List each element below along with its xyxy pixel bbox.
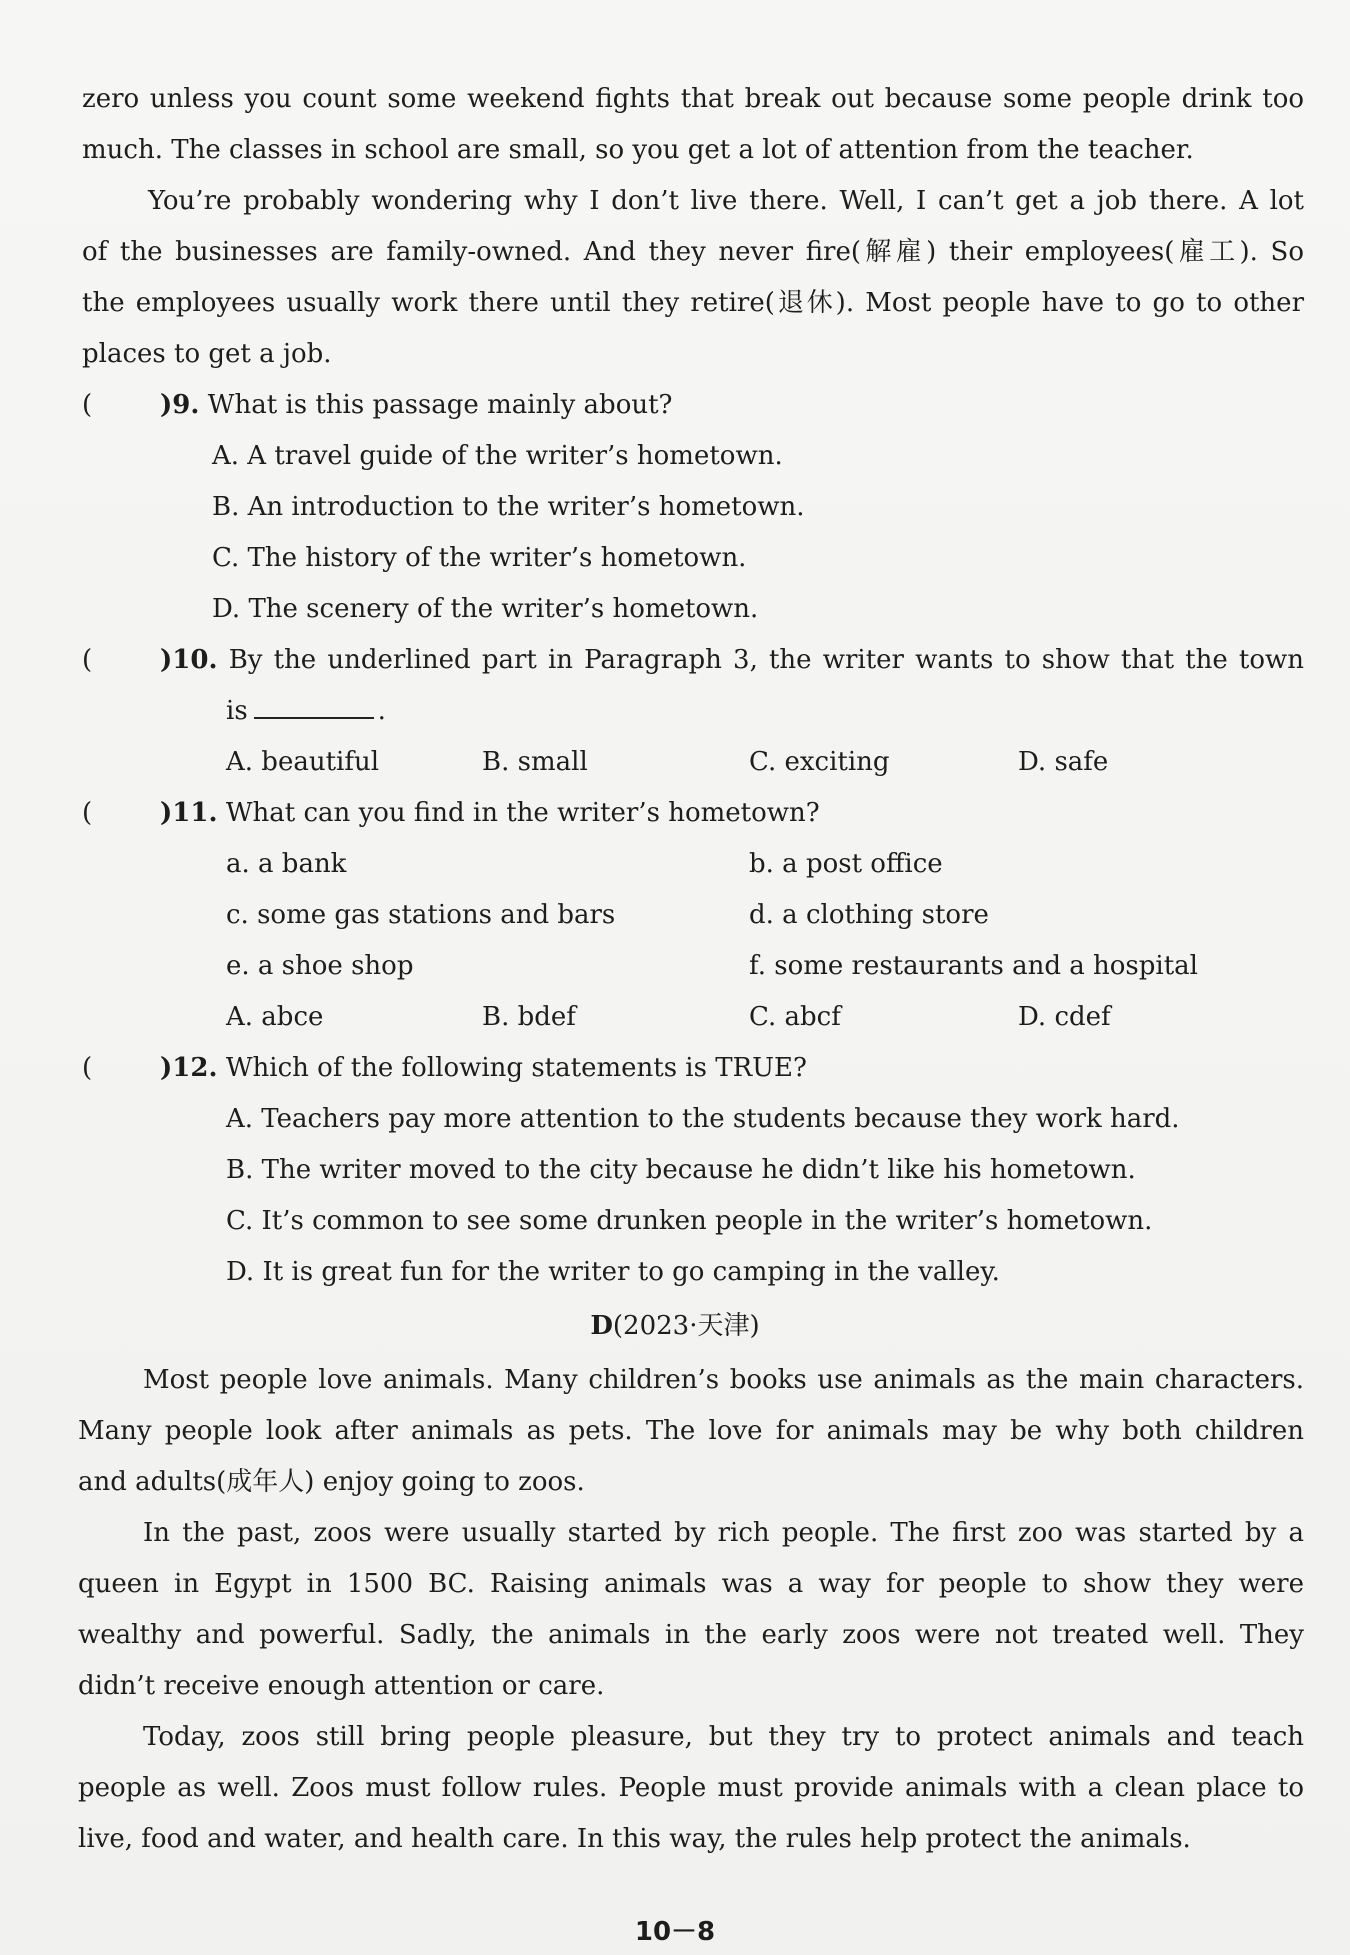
question-stem: is	[226, 696, 248, 726]
passage-line: live, food and water, and health care. In this way, the rules help protect the animals.	[78, 1824, 1191, 1854]
section-letter: D	[590, 1311, 613, 1341]
item-b: b. a post office	[749, 849, 943, 879]
question-stem: What can you find in the writer’s hometown?	[225, 798, 820, 828]
item-f: f. some restaurants and a hospital	[749, 951, 1198, 981]
passage-line: much. The classes in school are small, so you get a lot of attention from the teacher.	[82, 135, 1194, 165]
passage-line: places to get a job.	[82, 339, 332, 369]
section-source: (2023·天津)	[612, 1311, 760, 1341]
page-number: 10－8	[634, 1917, 716, 1947]
answer-paren[interactable]: (	[82, 1053, 93, 1083]
passage-line: queen in Egypt in 1500 BC. Raising animals was a way for people to show they were	[78, 1569, 1304, 1599]
period: .	[377, 696, 386, 726]
question-stem: What is this passage mainly about?	[207, 390, 673, 420]
question-11	[160, 793, 820, 833]
question-number: )10.	[160, 645, 218, 675]
answer-paren[interactable]: (	[82, 798, 93, 828]
passage-line: In the past, zoos were usually started by rich people. The first zoo was started by a	[143, 1518, 1304, 1548]
option-b: B. small	[482, 747, 588, 777]
option-d: D. cdef	[1018, 1002, 1111, 1032]
item-a: a. a bank	[226, 849, 347, 879]
passage-line: wealthy and powerful. Sadly, the animals in the early zoos were not treated well. They	[78, 1620, 1304, 1650]
passage-line: zero unless you count some weekend fights that break out because some people drink too	[82, 84, 1304, 114]
question-number: )12.	[160, 1053, 218, 1083]
question-number: )11.	[160, 798, 218, 828]
question-9	[160, 385, 672, 425]
item-e: e. a shoe shop	[226, 951, 414, 981]
question-stem: By the underlined part in Paragraph 3, the writer wants to show that the town	[228, 645, 1304, 675]
passage-line: didn’t receive enough attention or care.	[78, 1671, 605, 1701]
option-a: A. A travel guide of the writer’s hometown.	[212, 441, 783, 471]
passage-line: Most people love animals. Many children’s books use animals as the main characters.	[143, 1365, 1304, 1395]
option-b: B. bdef	[482, 1002, 576, 1032]
section-heading	[0, 1306, 1350, 1346]
option-a: A. beautiful	[226, 747, 380, 777]
question-10-line2	[226, 691, 386, 731]
option-b: B. An introduction to the writer’s hometown.	[212, 492, 805, 522]
option-c: C. exciting	[749, 747, 890, 777]
option-d: D. safe	[1018, 747, 1109, 777]
passage-line: the employees usually work there until they retire(退休). Most people have to go to other	[82, 288, 1304, 318]
option-a: A. Teachers pay more attention to the students because they work hard.	[226, 1104, 1180, 1134]
option-c: C. abcf	[749, 1002, 841, 1032]
item-d: d. a clothing store	[749, 900, 989, 930]
item-c: c. some gas stations and bars	[226, 900, 616, 930]
answer-paren[interactable]: (	[82, 645, 93, 675]
option-c: C. It’s common to see some drunken people in the writer’s hometown.	[226, 1206, 1153, 1236]
passage-line: Many people look after animals as pets. The love for animals may be why both children	[78, 1416, 1304, 1446]
question-number: )9.	[160, 390, 200, 420]
passage-line: You’re probably wondering why I don’t live there. Well, I can’t get a job there. A lot	[148, 186, 1304, 216]
option-b: B. The writer moved to the city because he didn’t like his hometown.	[226, 1155, 1136, 1185]
question-12	[160, 1048, 807, 1088]
passage-line: Today, zoos still bring people pleasure, but they try to protect animals and teach	[143, 1722, 1304, 1752]
option-d: D. The scenery of the writer’s hometown.	[212, 594, 759, 624]
option-a: A. abce	[226, 1002, 324, 1032]
question-stem: Which of the following statements is TRUE?	[225, 1053, 807, 1083]
option-c: C. The history of the writer’s hometown.	[212, 543, 747, 573]
passage-line: and adults(成年人) enjoy going to zoos.	[78, 1467, 585, 1497]
answer-blank[interactable]	[254, 691, 374, 719]
question-10	[160, 640, 1304, 680]
answer-paren[interactable]: (	[82, 390, 93, 420]
passage-line: of the businesses are family-owned. And they never fire(解雇) their employees(雇工). So	[82, 237, 1304, 267]
passage-line: people as well. Zoos must follow rules. People must provide animals with a clean place to	[78, 1773, 1304, 1803]
option-d: D. It is great fun for the writer to go camping in the valley.	[226, 1257, 1000, 1287]
